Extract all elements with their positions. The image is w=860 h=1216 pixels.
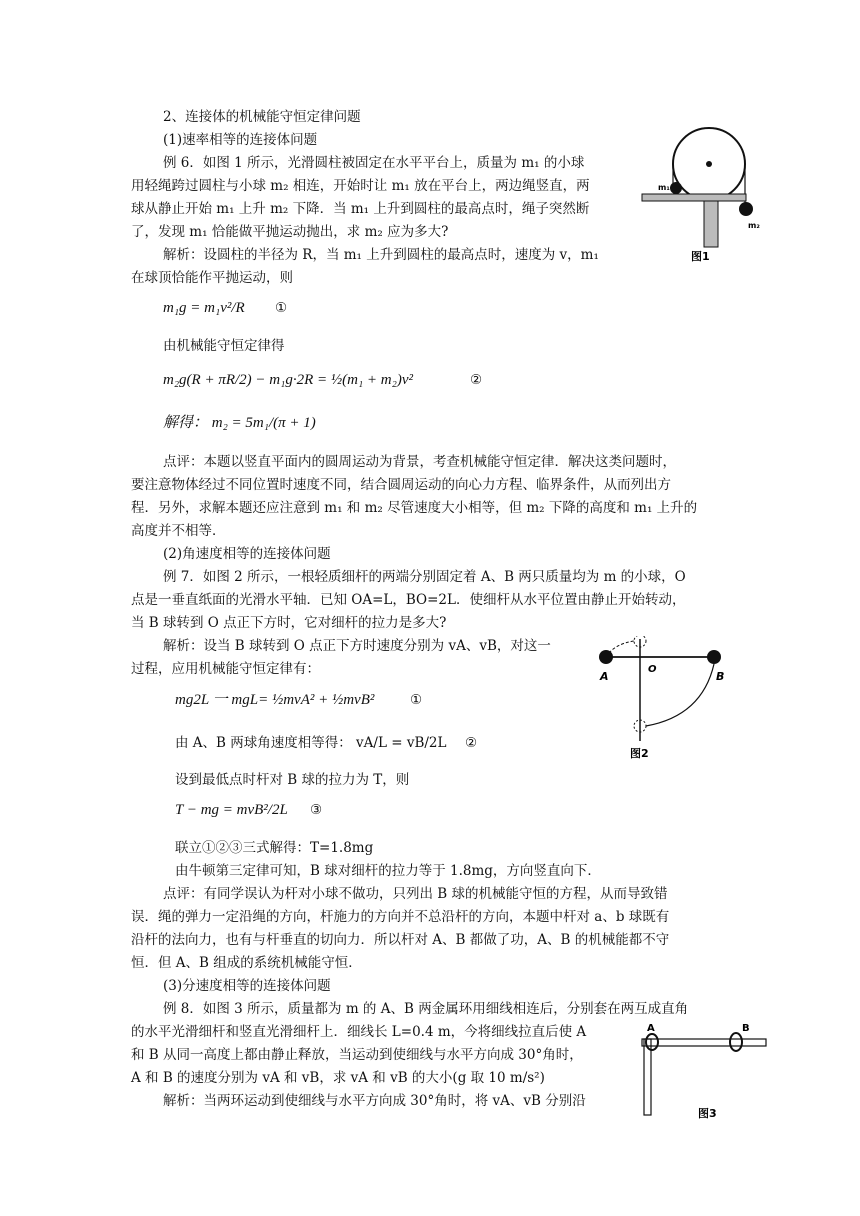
ex6-line-3: 球从静止开始 m₁ 上升 m₂ 下降．当 m₁ 上升到圆柱的最高点时，绳子突然断 <box>131 201 590 217</box>
ex7-analysis-1: 解析：设当 B 球转到 O 点正下方时速度分别为 vA、vB，对这一 <box>163 638 551 654</box>
ex7-line-2: 点是一垂直纸面的光滑水平轴．已知 OA=L，BO=2L．使细杆从水平位置由静止开始转动， <box>131 592 686 608</box>
ball-m2 <box>739 202 753 216</box>
ex7-result-2: 由牛顿第三定律可知，B 球对细杆的拉力等于 1.8mg，方向竖直向下． <box>175 863 601 879</box>
ex7-mark-2: ② <box>465 735 478 751</box>
ex6-mark-2: ② <box>470 372 483 388</box>
ex7-equation-3: T − mg = mvB²/2L <box>175 802 288 818</box>
ex7-tension-text: 设到最低点时杆对 B 球的拉力为 T，则 <box>175 772 410 788</box>
ex6-comment-4: 高度并不相等． <box>131 523 226 539</box>
ex6-comment-2: 要注意物体经过不同位置时速度不同，结合圆周运动的向心力方程、临界条件，从而列出方 <box>131 477 671 493</box>
platform <box>642 194 746 201</box>
ex7-equation-2: 由 A、B 两球角速度相等得： vA/L = vB/2L <box>175 735 447 751</box>
ex8-analysis-1: 解析：当两环运动到使细线与水平方向成 30°角时，将 vA、vB 分别沿 <box>163 1093 586 1109</box>
ex6-line-1: 例 6．如图 1 所示，光滑圆柱被固定在水平平台上，质量为 m₁ 的小球 <box>163 155 585 171</box>
horizontal-rod <box>642 1039 766 1046</box>
ex7-analysis-2: 过程，应用机械能守恒定律有： <box>131 661 320 677</box>
ex6-equation-2: m₂g(R + πR/2) − m₁g·2R = ½(m₁ + m₂)v² <box>163 372 413 388</box>
subsection-3-title: (3)分速度相等的连接体问题 <box>163 978 331 994</box>
ball-B <box>707 650 721 664</box>
ex6-line-4: 了，发现 m₁ 恰能做平抛运动抛出，求 m₂ 应为多大? <box>131 224 449 240</box>
subsection-1-title: (1)速率相等的连接体问题 <box>163 132 318 148</box>
ring-A <box>646 1034 658 1050</box>
ex6-mark-1: ① <box>275 300 288 316</box>
ex7-mark-3: ③ <box>310 802 323 818</box>
section-title: 2、连接体的机械能守恒定律问题 <box>163 109 361 125</box>
ex6-solution: 解得： m₂ = 5m₁/(π + 1) <box>163 415 316 431</box>
ex8-line-1: 例 8．如图 3 所示，质量都为 m 的 A、B 两金属环用细线相连后，分别套在两互成直角 <box>163 1001 689 1017</box>
ex7-comment-1: 点评：有同学误认为杆对小球不做功，只列出 B 球的机械能守恒的方程，从而导致错 <box>163 886 668 902</box>
label-B: B <box>742 1023 750 1034</box>
label-A: A <box>647 1023 655 1034</box>
ex7-comment-2: 误．绳的弹力一定沿绳的方向，杆施力的方向并不总沿杆的方向，本题中杆对 a、b 球既有 <box>131 909 670 925</box>
figure-1-cylinder <box>638 124 768 264</box>
ex6-comment-3: 程．另外，求解本题还应注意到 m₁ 和 m₂ 尽管速度大小相等，但 m₂ 下降的高度和 m₁ 上升的 <box>131 500 698 516</box>
platform-support <box>704 201 718 247</box>
ex7-result-1: 联立①②③三式解得：T=1.8mg <box>175 840 374 856</box>
ex8-line-3: 和 B 从同一高度上都由静止释放，当运动到使细线与水平方向成 30°角时， <box>131 1047 583 1063</box>
label-O: O <box>648 664 657 675</box>
ball-m1 <box>670 182 682 194</box>
figure-3-caption: 图3 <box>698 1107 717 1120</box>
ex7-comment-3: 沿杆的法向力，也有与杆垂直的切向力．所以杆对 A、B 都做了功，A、B 的机械能都不守 <box>131 932 670 948</box>
ex6-analysis-1: 解析：设圆柱的半径为 R，当 m₁ 上升到圆柱的最高点时，速度为 v，m₁ <box>163 247 599 263</box>
label-A: A <box>600 670 609 683</box>
label-B: B <box>716 670 725 683</box>
ex6-equation-1: m₁g = m₁v²/R <box>163 300 245 316</box>
figure-1-caption: 图1 <box>691 250 710 263</box>
subsection-2-title: (2)角速度相等的连接体问题 <box>163 546 331 562</box>
ex6-law-text: 由机械能守恒定律得 <box>163 338 285 354</box>
figure-3-rings <box>638 1022 773 1122</box>
ex8-line-2: 的水平光滑细杆和竖直光滑细杆上．细线长 L=0.4 m，今将细线拉直后使 A <box>131 1024 587 1040</box>
cylinder-axis-dot <box>706 161 712 167</box>
label-m2: m₂ <box>748 221 760 230</box>
ex7-line-1: 例 7．如图 2 所示，一根轻质细杆的两端分别固定着 A、B 两只质量均为 m 的小球，O <box>163 569 686 585</box>
ex6-line-2: 用轻绳跨过圆柱与小球 m₂ 相连，开始时让 m₁ 放在平台上，两边绳竖直，两 <box>131 178 590 194</box>
figure-2-caption: 图2 <box>630 747 649 760</box>
ex8-line-4: A 和 B 的速度分别为 vA 和 vB，求 vA 和 vB 的大小(g 取 10 m/s²) <box>131 1070 545 1086</box>
ex7-comment-4: 恒．但 A、B 组成的系统机械能守恒． <box>131 955 362 971</box>
ex6-comment-1: 点评：本题以竖直平面内的圆周运动为背景，考查机械能守恒定律．解决这类问题时， <box>163 454 676 470</box>
ex7-line-3: 当 B 球转到 O 点正下方时，它对细杆的拉力是多大? <box>131 615 447 631</box>
ring-B <box>730 1033 742 1051</box>
ex7-equation-1: mg2L 一 mgL= ½mvA² + ½mvB² <box>175 692 375 708</box>
figure-2-rod <box>592 636 732 766</box>
ex6-analysis-2: 在球顶恰能作平抛运动，则 <box>131 270 293 286</box>
label-m1: m₁ <box>658 183 670 192</box>
ex7-mark-1: ① <box>410 692 423 708</box>
